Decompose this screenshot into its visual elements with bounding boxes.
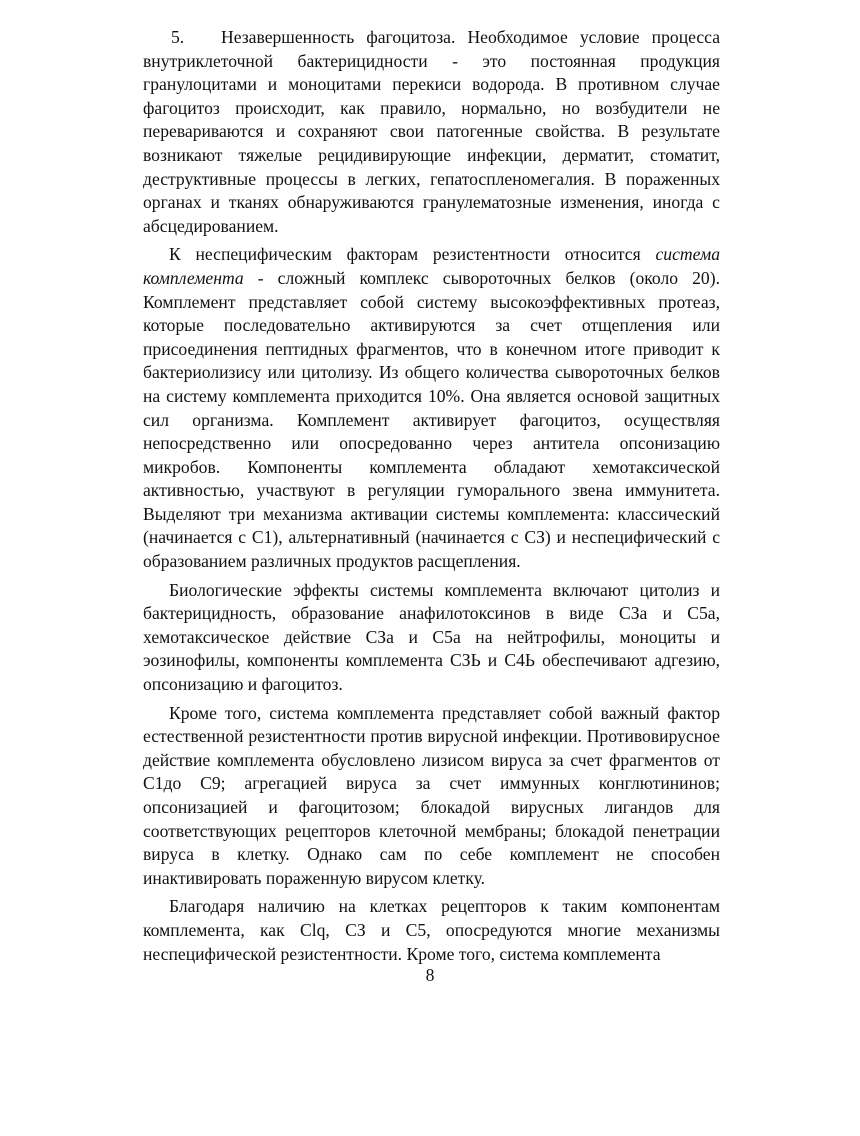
paragraph-item-5 <box>143 26 720 238</box>
paragraph-biological-effects: Биологические эффекты системы комплемента включают цитолиз и бактерицидность, образование анафилотоксинов в виде СЗа и С5а, хемотаксическое действие СЗа и С5а на нейтрофилы, моноциты и эозинофилы, компоненты комплемента СЗЬ и С4Ь обеспечивают адгезию, опсонизацию и фагоцитоз. <box>143 579 720 695</box>
body-text <box>143 26 720 971</box>
paragraph-antiviral: Кроме того, система комплемента представляет собой важный фактор естественной резистентности против вирусной инфекции. Противовирусное действие комплемента обусловлено лизисом вируса за счет фрагментов от С1до С9; агрегацией вируса за счет иммунных конглютининов; опсонизацией и фагоцитозом; блокадой вирусных лигандов для соответствующих рецепторов клеточной мембраны; блокадой пенетрации вируса в клетку. Однако сам по себе комплемент не способен инактивировать пораженную вирусом клетку. <box>143 702 720 888</box>
item-text: Незавершенность фагоцитоза. Необходимое условие процесса внутриклеточной бактерицидности - это постоянная продукция гранулоцитами и моноцитами перекиси водорода. В противном случае фагоцитоз происходит, как правило, нормально, но возбудители не перевариваются и сохраняют свои патогенные свойства. В результате возникают тяжелые рецидивирующие инфекции, дерматит, стоматит, деструктивные процессы в легких, гепатоспленомегалия. В пораженных органах и тканях обнаруживаются гранулематозные изменения, иногда с абсцедированием. <box>143 27 720 236</box>
paragraph-receptors: Благодаря наличию на клетках рецепторов к таким компонентам комплемента, как Clq, СЗ и С5, опосредуются многие механизмы неспецифической резистентности. Кроме того, система комплемента <box>143 896 720 964</box>
paragraph-complement-system <box>143 243 720 573</box>
page-number: 8 <box>425 965 435 985</box>
paragraph-text: К неспецифическим факторам резистентности относится <box>169 244 656 265</box>
paragraph-text: - сложный комплекс сывороточных белков (около 20). Комплемент представляет собой систему высокоэффективных протеаз, которые последовательно активируются за счет отщепления или присоединения пептидных фрагментов, что в конечном итоге приводит к бактериолизису или цитолизу. Из общего количества сывороточных белков на систему комплемента приходится 10%. Она является основой защитных сил организма. Комплемент активирует фагоцитоз, осуществляя непосредственно или опосредованно через антитела опсонизацию микробов. Компоненты комплемента обладают хемотаксической активностью, участвуют в регуляции гуморального звена иммунитета. Выделяют три механизма активации системы комплемента: классический (начинается с С1), альтернативный (начинается с СЗ) и неспецифический с образованием различных продуктов расщепления. <box>143 267 720 572</box>
italic-term: система комплемента <box>143 244 720 288</box>
item-number: 5. <box>171 27 185 47</box>
